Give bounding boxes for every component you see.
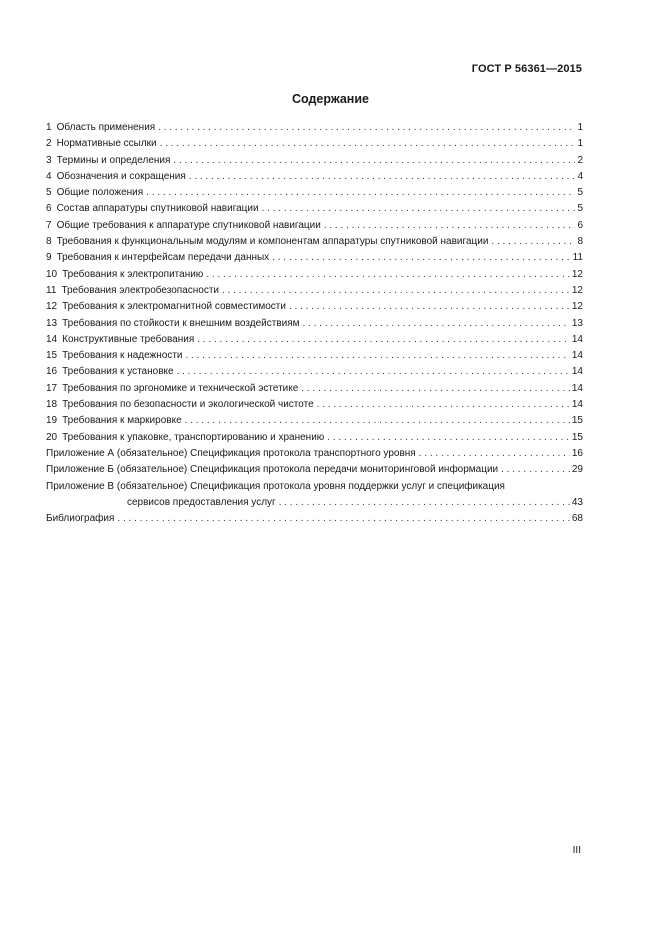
dot-leader	[317, 397, 570, 413]
toc-item-page: 5	[577, 187, 583, 199]
dot-leader	[279, 495, 570, 511]
toc-item-text: Состав аппаратуры спутниковой навигации	[56, 203, 259, 215]
toc-item[interactable]	[46, 234, 583, 250]
dot-leader	[262, 201, 576, 217]
toc-item-page: 14	[571, 399, 583, 411]
dot-leader	[272, 250, 570, 266]
toc-item-text: Требования к электропитанию	[62, 268, 204, 280]
toc-bibliography[interactable]	[46, 511, 583, 527]
toc-item-number: 6	[46, 203, 52, 215]
toc-item[interactable]	[46, 201, 583, 217]
toc-item-text: Требования к электромагнитной совместимости	[62, 301, 286, 313]
toc-item-number: 11	[46, 284, 57, 296]
toc-item-page: 15	[571, 431, 583, 443]
toc-item-text: Требования к надежности	[62, 350, 183, 362]
toc-item-page: 16	[571, 447, 583, 459]
toc-item-text: Требования по безопасности и экологической чистоте	[62, 399, 314, 411]
toc-item-number: 8	[46, 236, 52, 248]
toc-item-text: Область применения	[56, 122, 156, 133]
dot-leader	[301, 381, 570, 397]
table-of-contents	[46, 120, 583, 527]
toc-appendix-b[interactable]	[46, 462, 583, 478]
toc-item-number: 7	[46, 219, 52, 231]
toc-item-number: 14	[46, 333, 58, 345]
toc-item-page: 29	[571, 464, 583, 476]
toc-item-page: 6	[577, 219, 583, 231]
toc-item[interactable]	[46, 120, 583, 136]
toc-item-text: Требования к функциональным модулям и компонентам аппаратуры спутниковой навигации	[56, 236, 489, 248]
toc-item-text: Приложение В (обязательное) Спецификация протокола уровня поддержки услуг и спецификация	[46, 480, 505, 492]
toc-item-page: 5	[577, 203, 583, 215]
toc-item[interactable]	[46, 169, 583, 185]
toc-item-number: 20	[46, 431, 58, 443]
toc-item-number: 17	[46, 382, 58, 394]
toc-item-page: 1	[577, 122, 583, 133]
toc-item-text-continuation: сервисов предоставления услуг	[127, 496, 276, 508]
dot-leader	[117, 511, 569, 527]
toc-item-number: 12	[46, 301, 58, 313]
dot-leader	[186, 348, 570, 364]
toc-item-text: Термины и определения	[56, 154, 171, 166]
document-id: ГОСТ Р 56361—2015	[471, 63, 582, 75]
toc-item-text: Общие положения	[56, 187, 144, 199]
toc-item[interactable]	[46, 250, 583, 266]
toc-item[interactable]	[46, 136, 583, 152]
toc-item-text: Обозначения и сокращения	[56, 170, 186, 182]
toc-item-page: 68	[571, 513, 583, 525]
toc-item[interactable]	[46, 316, 583, 332]
toc-item[interactable]	[46, 413, 583, 429]
dot-leader	[491, 234, 575, 250]
dot-leader	[501, 462, 570, 478]
dot-leader	[185, 413, 570, 429]
toc-item[interactable]	[46, 430, 583, 446]
toc-item-text: Библиография	[46, 513, 115, 525]
toc-item-page: 13	[571, 317, 583, 329]
toc-item-number: 9	[46, 252, 52, 264]
toc-item[interactable]	[46, 364, 583, 380]
toc-item-page: 2	[577, 154, 583, 166]
toc-item-number: 16	[46, 366, 58, 378]
dot-leader	[177, 364, 570, 380]
toc-item-page: 12	[571, 284, 583, 296]
toc-item[interactable]	[46, 332, 583, 348]
dot-leader	[173, 153, 575, 169]
toc-item[interactable]	[46, 283, 583, 299]
toc-item-number: 2	[46, 138, 52, 150]
toc-item[interactable]	[46, 381, 583, 397]
toc-item-text: Требования к маркировке	[62, 415, 182, 427]
toc-item-text: Нормативные ссылки	[56, 138, 157, 150]
dot-leader	[419, 446, 570, 462]
toc-item[interactable]	[46, 299, 583, 315]
toc-item-page: 8	[577, 236, 583, 248]
toc-item[interactable]	[46, 153, 583, 169]
toc-item-text: Приложение Б (обязательное) Спецификация протокола передачи мониторинговой информации	[46, 464, 499, 476]
toc-item-number: 4	[46, 170, 52, 182]
toc-item-page: 43	[571, 496, 583, 508]
toc-item-number: 3	[46, 154, 52, 166]
toc-item-page: 1	[577, 138, 583, 150]
toc-item-page: 14	[571, 382, 583, 394]
toc-item-text: Требования по эргономике и технической эстетике	[62, 382, 299, 394]
dot-leader	[158, 120, 575, 136]
toc-item-number: 5	[46, 187, 52, 199]
toc-appendix-c-continuation[interactable]	[46, 495, 583, 511]
dot-leader	[327, 430, 570, 446]
toc-item-page: 12	[571, 268, 583, 280]
dot-leader	[222, 283, 570, 299]
dot-leader	[289, 299, 570, 315]
toc-item-page: 4	[577, 170, 583, 182]
toc-item-page: 11	[572, 252, 583, 264]
toc-item-number: 13	[46, 317, 58, 329]
toc-item-number: 18	[46, 399, 58, 411]
dot-leader	[206, 267, 570, 283]
dot-leader	[189, 169, 576, 185]
toc-item[interactable]	[46, 218, 583, 234]
toc-item-text: Требования электробезопасности	[61, 284, 219, 296]
toc-item[interactable]	[46, 185, 583, 201]
toc-item-number: 15	[46, 350, 58, 362]
toc-item-number: 19	[46, 415, 58, 427]
toc-item-text: Требования к установке	[62, 366, 174, 378]
toc-title: Содержание	[291, 92, 369, 106]
toc-item-page: 15	[571, 415, 583, 427]
dot-leader	[303, 316, 570, 332]
toc-item-text: Требования к упаковке, транспортированию и хранению	[62, 431, 325, 443]
toc-appendix-c[interactable]	[46, 479, 583, 495]
toc-item-number: 10	[46, 268, 58, 280]
toc-item-text: Приложение А (обязательное) Спецификация протокола транспортного уровня	[46, 447, 416, 459]
toc-item[interactable]	[46, 397, 583, 413]
toc-item[interactable]	[46, 348, 583, 364]
dot-leader	[197, 332, 570, 348]
dot-leader	[324, 218, 576, 234]
toc-item-text: Общие требования к аппаратуре спутниковой навигации	[56, 219, 321, 231]
toc-item-page: 14	[571, 366, 583, 378]
dot-leader	[160, 136, 576, 152]
toc-item-text: Требования к интерфейсам передачи данных	[56, 252, 270, 264]
toc-appendix-a[interactable]	[46, 446, 583, 462]
toc-item-page: 14	[571, 350, 583, 362]
page-number: III	[572, 845, 581, 856]
toc-item[interactable]	[46, 267, 583, 283]
toc-item-text: Конструктивные требования	[62, 333, 195, 345]
dot-leader	[146, 185, 575, 201]
toc-item-text: Требования по стойкости к внешним воздействиям	[62, 317, 300, 329]
toc-item-page: 14	[571, 333, 583, 345]
toc-item-page: 12	[571, 301, 583, 313]
toc-item-number: 1	[46, 122, 52, 133]
